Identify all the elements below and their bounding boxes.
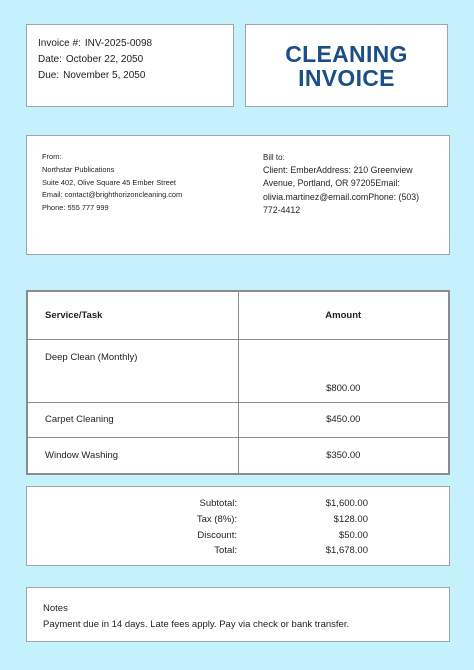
notes-text: Payment due in 14 days. Late fees apply. Pay via check or bank transfer. (43, 619, 350, 630)
totals-box (26, 486, 450, 566)
from-company: Northstar Publications (42, 164, 115, 174)
tax-value: $128.00 (333, 513, 368, 525)
notes-box (26, 587, 450, 642)
bill-to-line-2: Avenue, Portland, OR 97205Email: (263, 178, 400, 189)
service-name: Carpet Cleaning (27, 402, 238, 437)
invoice-number: INV-2025-0098 (84, 38, 153, 49)
discount-row (27, 528, 449, 544)
invoice-due-date: November 5, 2050 (63, 70, 146, 81)
subtotal-value: $1,600.00 (325, 498, 368, 509)
service-amount: $800.00 (238, 340, 449, 403)
invoice-date-row (38, 52, 233, 68)
notes-label: Notes (43, 603, 68, 614)
table-row (27, 340, 449, 403)
invoice-date: October 22, 2050 (65, 54, 144, 65)
invoice-meta-box (26, 24, 234, 107)
subtotal-label: Subtotal: (199, 498, 237, 509)
bill-to-line-1: Client: EmberAddress: 210 Greenview (263, 165, 413, 176)
discount-value: $50.00 (338, 529, 368, 541)
invoice-date-label: Date: (38, 54, 62, 65)
total-row (27, 543, 449, 559)
service-name: Deep Clean (Monthly) (27, 340, 238, 403)
from-email: Email: contact@brighthorizoncleaning.com (42, 190, 183, 200)
table-row (27, 402, 449, 437)
header-amount: Amount (238, 291, 449, 340)
invoice-title-box (245, 24, 448, 107)
discount-label: Discount: (197, 529, 237, 541)
total-value: $1,678.00 (325, 545, 368, 557)
bill-to-section (263, 151, 435, 217)
from-label: From: (42, 152, 62, 161)
bill-to-line-4: 772-4412 (263, 204, 301, 215)
header-service: Service/Task (27, 291, 238, 340)
invoice-due-label: Due: (38, 70, 60, 81)
invoice-number-label: Invoice #: (38, 38, 81, 49)
invoice-title-line-1: CLEANING (285, 40, 408, 67)
table-header-row (27, 291, 449, 340)
tax-label: Tax (8%): (196, 513, 237, 525)
service-name: Window Washing (27, 438, 238, 474)
total-label: Total: (214, 545, 237, 557)
invoice-due-row (38, 68, 233, 84)
invoice-number-row (38, 36, 233, 52)
services-table (26, 290, 450, 475)
subtotal-row (27, 496, 449, 512)
from-section (42, 151, 182, 215)
tax-row (27, 512, 449, 528)
bill-to-line-3: olivia.martinez@email.comPhone: (503) (263, 191, 420, 202)
from-phone: Phone: 555 777 999 (42, 203, 109, 213)
parties-box (26, 135, 450, 255)
invoice-title-line-2: INVOICE (298, 64, 395, 91)
from-address: Suite 402, Olive Square 45 Ember Street (42, 177, 176, 187)
bill-to-label: Bill to: (263, 153, 285, 162)
service-amount: $450.00 (238, 402, 449, 437)
table-row (27, 438, 449, 474)
service-amount: $350.00 (238, 438, 449, 474)
